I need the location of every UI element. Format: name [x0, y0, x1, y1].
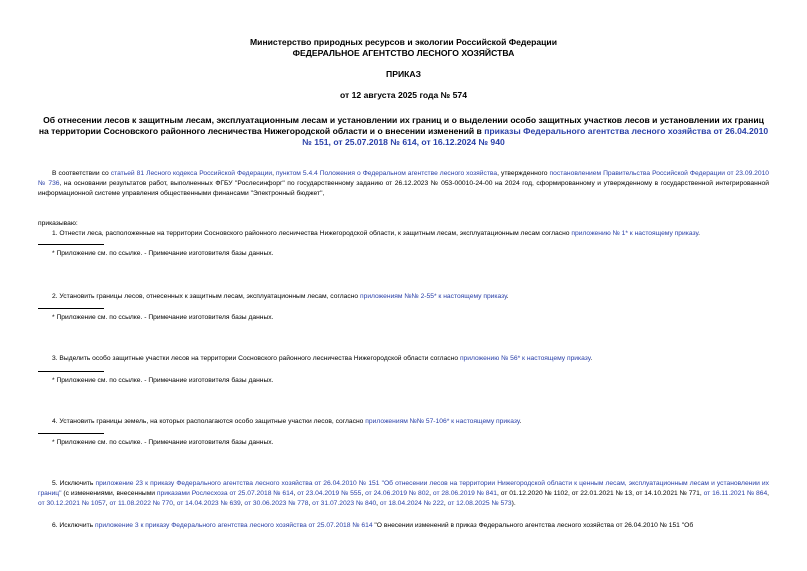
footnote: * Приложение см. по ссылке. - Примечание изготовителя базы данных. [52, 314, 274, 321]
item-3-tail: . [590, 355, 593, 362]
link-government-resolution-736[interactable]: постановлением Правительства Российской Федерации от 23.09.2010 № 736 [38, 170, 770, 187]
link-order-802[interactable]: от 24.06.2019 № 802 [365, 490, 430, 497]
item-4 [52, 417, 769, 427]
link-appendix-56[interactable]: приложению № 56* к настоящему приказу [459, 355, 591, 362]
footnote: * Приложение см. по ссылке. - Примечание изготовителя базы данных. [52, 377, 274, 384]
document-title [38, 115, 769, 148]
preamble-text-1: В соответствии со [52, 170, 111, 177]
item-5-text: , [105, 500, 110, 507]
link-order-778[interactable]: от 30.06.2023 № 778 [244, 500, 309, 507]
item-6-text: "О внесении изменений в приказ Федерального агентства лесного хозяйства от 26.04.2010 № 151 "Об [372, 522, 694, 529]
item-1-text: 1. Отнести леса, расположенные на территории Сосновского районного лесничества Нижегородской области, к защитным лесам, эксплуатационным лесам согласно [52, 230, 572, 237]
link-order-222[interactable]: от 18.04.2024 № 222 [379, 500, 444, 507]
item-5-text: , [429, 490, 433, 497]
link-regulation-5-4-4[interactable]: пунктом 5.4.4 Положения о Федеральном агентстве лесного хозяйства [275, 170, 498, 177]
item-2-text: 2. Установить границы лесов, отнесенных к защитным лесам, эксплуатационным лесам, согласно [52, 293, 360, 300]
item-1 [52, 229, 769, 239]
agency-name: ФЕДЕРАЛЬНОЕ АГЕНТСТВО ЛЕСНОГО ХОЗЯЙСТВА [292, 48, 515, 58]
link-appendix-23-order-151[interactable]: приложение 23 к приказу Федерального агентства лесного хозяйства от 26.04.2010 № 151 "Об отнесении лесов на территории Нижегородской области к ценным лесам, эксплуатационным лесам и установлении их границ" [38, 480, 770, 497]
ministry-name: Министерство природных ресурсов и экологии Российской Федерации [250, 37, 557, 47]
title-link-orders[interactable]: приказы Федерального агентства лесного хозяйства [484, 126, 712, 136]
link-order-840[interactable]: от 31.07.2023 № 840 [312, 500, 377, 507]
item-5-text: (с изменениями, внесенными [61, 490, 157, 497]
item-4-text: 4. Установить границы земель, на которых располагаются особо защитные участки лесов, согласно [52, 418, 366, 425]
link-order-573[interactable]: от 12.08.2025 № 573 [447, 500, 512, 507]
link-order-614[interactable]: приказами Рослесхоза от 25.07.2018 № 614 [156, 490, 294, 497]
document-date-number: от 12 августа 2025 года № 574 [340, 90, 467, 100]
item-3 [52, 354, 769, 364]
item-5-text: , [240, 500, 245, 507]
preamble [38, 169, 769, 199]
title-link-order-dates[interactable]: от 26.04.2010 № 151, от 25.07.2018 № 614, от 16.12.2024 № 940 [302, 126, 769, 147]
link-order-864[interactable]: от 16.11.2021 № 864 [703, 490, 768, 497]
item-5-text: 5. Исключить [52, 480, 96, 487]
item-3-text: 3. Выделить особо защитные участки лесов на территории Сосновского районного лесничества Нижегородской области согласно [52, 355, 460, 362]
item-2 [52, 292, 769, 302]
footnote: * Приложение см. по ссылке. - Примечание изготовителя базы данных. [52, 439, 274, 446]
item-5-text: , [308, 500, 313, 507]
title-text: Об отнесении лесов к защитным лесам, эксплуатационным лесам и установлении их границ и о выделении особо защитных участков лесов и установлении их границ на территории Сосновского районного лесничества Нижегородской области и о внесении изменений в [38, 115, 764, 136]
link-order-770[interactable]: от 11.08.2022 № 770 [109, 500, 173, 507]
link-order-1057[interactable]: от 30.12.2021 № 1057 [38, 500, 106, 507]
item-5-text: , [443, 500, 448, 507]
footnote-divider [38, 308, 104, 309]
item-1-tail: . [698, 230, 700, 237]
item-5-text: , [172, 500, 177, 507]
link-appendix-3-order-614[interactable]: приложение 3 к приказу Федерального агентства лесного хозяйства от 25.07.2018 № 614 [94, 522, 373, 529]
link-forest-code-article-81[interactable]: статьей 81 Лесного кодекса Российской Федерации [110, 170, 273, 177]
link-appendices-2-55[interactable]: приложениям №№ 2-55* к настоящему приказу [359, 293, 507, 300]
link-appendices-57-106[interactable]: приложениям №№ 57-106* к настоящему приказу [365, 418, 520, 425]
item-5 [38, 479, 769, 509]
item-5-text: , [293, 490, 298, 497]
preamble-text-3: , утвержденного [497, 170, 550, 177]
item-5-text: , от 01.12.2020 № 1102, от 22.01.2021 № 13, от 14.10.2021 № 771, [496, 490, 704, 497]
footnote-divider [38, 371, 104, 372]
link-order-555[interactable]: от 23.04.2019 № 555 [297, 490, 362, 497]
item-4-tail: . [519, 418, 522, 425]
item-5-text: , [767, 490, 770, 497]
item-6-text: 6. Исключить [52, 522, 95, 529]
item-5-text: ). [511, 500, 516, 507]
link-order-639[interactable]: от 14.04.2023 № 639 [176, 500, 241, 507]
footnote-divider [38, 244, 104, 245]
preamble-text-2: , [272, 170, 276, 177]
item-5-text: , [361, 490, 366, 497]
footnote-divider [38, 433, 104, 434]
link-appendix-1[interactable]: приложению № 1* к настоящему приказу [571, 230, 699, 237]
preamble-text-4: , на основании результатов работ, выполненных ФГБУ "Рослесинфорг" по государственному заданию от 26.12.2023 № 053-00010-24-00 на 2024 год, сформированному и утвержденному в государственной интегрированной информационной системе управления общественными финансами "Электронный бюджет", [38, 180, 769, 197]
footnote: * Приложение см. по ссылке. - Примечание изготовителя базы данных. [52, 250, 274, 257]
item-6 [52, 521, 769, 531]
link-order-841[interactable]: от 28.06.2019 № 841 [432, 490, 497, 497]
item-5-text: , [376, 500, 380, 507]
order-word: приказываю: [38, 220, 78, 227]
document-type: ПРИКАЗ [386, 69, 421, 79]
item-2-tail: . [506, 293, 509, 300]
